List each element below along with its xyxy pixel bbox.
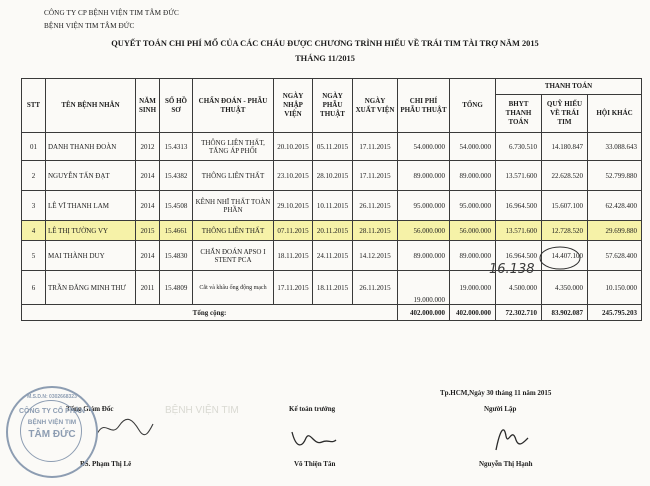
stamp-name: TÂM ĐỨC: [28, 429, 76, 440]
cell-diagnosis: THÔNG LIÊN THẤT, TĂNG ÁP PHỔI: [193, 133, 274, 161]
cell-fund: 14.407.100: [542, 241, 588, 271]
col-surgery: NGÀY PHẪU THUẬT: [313, 79, 353, 133]
cell-admission: 23.10.2015: [274, 161, 313, 191]
cell-stt: 2: [22, 161, 46, 191]
cell-admission: 18.11.2015: [274, 241, 313, 271]
col-discharge: NGÀY XUẤT VIỆN: [353, 79, 398, 133]
cell-discharge: 14.12.2015: [353, 241, 398, 271]
cell-diagnosis: THÔNG LIÊN THẤT: [193, 161, 274, 191]
cell-total: 95.000.000: [450, 191, 496, 221]
col-bhyt: BHYT THANH TOÁN: [496, 95, 542, 133]
cell-surgery: 10.11.2015: [313, 191, 353, 221]
stamp-top: CÔNG TY CỔ PHẦN: [19, 408, 85, 415]
col-payment-group: THANH TOÁN: [496, 79, 642, 95]
cell-year: 2015: [136, 221, 160, 241]
cell-admission: 07.11.2015: [274, 221, 313, 241]
stamp-code: M.S.D.N: 0302668323: [27, 394, 77, 400]
document-subtitle: THÁNG 11/2015: [295, 54, 355, 63]
cell-name: NGUYỄN TẤN ĐẠT: [46, 161, 136, 191]
cell-name: TRẦN ĐĂNG MINH THƯ: [46, 271, 136, 305]
cell-fund: 22.628.520: [542, 161, 588, 191]
company-name: CÔNG TY CP BỆNH VIỆN TIM TÂM ĐỨC: [44, 9, 179, 17]
cell-total: 56.000.000: [450, 221, 496, 241]
stamp-mid: BỆNH VIỆN TIM: [27, 419, 77, 426]
cell-year: 2011: [136, 271, 160, 305]
company-stamp: [6, 386, 98, 478]
cell-stt: 6: [22, 271, 46, 305]
col-birth-year: NĂM SINH: [136, 79, 160, 133]
col-admission: NGÀY NHẬP VIỆN: [274, 79, 313, 133]
handwritten-circle: [537, 244, 583, 276]
cell-diagnosis: Cắt và khâu ống động mạch: [193, 271, 274, 305]
cell-fund: 14.180.847: [542, 133, 588, 161]
cell-record: 15.4508: [160, 191, 193, 221]
table-row: [22, 133, 642, 161]
table-row: [22, 161, 642, 191]
accountant-title: Kế toán trưởng: [289, 405, 336, 413]
preparer-signature: [486, 420, 532, 454]
cell-cost: 89.000.000: [398, 161, 450, 191]
cell-cost: 19.000.000: [398, 271, 450, 305]
cell-other: 57.628.400: [588, 241, 642, 271]
cell-name: LÊ THỊ TƯỜNG VY: [46, 221, 136, 241]
director-name: BS. Phạm Thị Lê: [80, 460, 132, 468]
cell-bhyt: 13.571.600: [496, 221, 542, 241]
cell-discharge: 26.11.2015: [353, 191, 398, 221]
totals-fund: 83.902.087: [542, 305, 588, 321]
cell-discharge: 28.11.2015: [353, 221, 398, 241]
col-stt: STT: [22, 79, 46, 133]
cell-stt: 3: [22, 191, 46, 221]
cell-year: 2012: [136, 133, 160, 161]
cell-stt: 5: [22, 241, 46, 271]
cell-discharge: 26.11.2015: [353, 271, 398, 305]
cell-year: 2014: [136, 241, 160, 271]
cell-surgery: 28.10.2015: [313, 161, 353, 191]
cell-name: MAI THÀNH DUY: [46, 241, 136, 271]
table-row: [22, 191, 642, 221]
cell-total: 89.000.000: [450, 241, 496, 271]
col-fund: QUỸ HIẾU VỀ TRÁI TIM: [542, 95, 588, 133]
totals-cost: 402.000.000: [398, 305, 450, 321]
hospital-name: BỆNH VIỆN TIM TÂM ĐỨC: [44, 22, 135, 30]
totals-label: Tổng cộng:: [22, 305, 398, 321]
cell-record: 15.4382: [160, 161, 193, 191]
cell-stt: 4: [22, 221, 46, 241]
cell-admission: 17.11.2015: [274, 271, 313, 305]
settlement-table: [21, 78, 642, 321]
cell-total: 89.000.000: [450, 161, 496, 191]
document-title: QUYẾT TOÁN CHI PHÍ MỔ CỦA CÁC CHÁU ĐƯỢC CHƯƠNG TRÌNH HIẾU VỀ TRÁI TIM TÀI TRỢ NĂM 2015: [111, 39, 539, 48]
cell-surgery: 18.11.2015: [313, 271, 353, 305]
cell-bhyt: 4.500.000: [496, 271, 542, 305]
preparer-name: Nguyễn Thị Hạnh: [479, 460, 533, 468]
cell-other: 33.088.643: [588, 133, 642, 161]
cell-name: LÊ VĨ THANH LAM: [46, 191, 136, 221]
cell-discharge: 17.11.2015: [353, 133, 398, 161]
handwritten-note: 16.138: [489, 262, 535, 277]
cell-cost: 95.000.000: [398, 191, 450, 221]
accountant-name: Võ Thiện Tân: [294, 460, 336, 468]
cell-bhyt: 6.730.510: [496, 133, 542, 161]
cell-record: 15.4313: [160, 133, 193, 161]
col-other: HỘI KHÁC: [588, 95, 642, 133]
cell-discharge: 17.11.2015: [353, 161, 398, 191]
cell-record: 15.4661: [160, 221, 193, 241]
cell-bhyt: 16.964.500: [496, 191, 542, 221]
cell-fund: 12.728.520: [542, 221, 588, 241]
cell-cost: 56.000.000: [398, 221, 450, 241]
cell-admission: 29.10.2015: [274, 191, 313, 221]
col-record-no: SỐ HỒ SƠ: [160, 79, 193, 133]
cell-other: 62.428.400: [588, 191, 642, 221]
cell-diagnosis: KÊNH NHĨ THẤT TOÀN PHẦN: [193, 191, 274, 221]
cell-record: 15.4830: [160, 241, 193, 271]
cell-admission: 20.10.2015: [274, 133, 313, 161]
totals-total: 402.000.000: [450, 305, 496, 321]
cell-other: 29.699.880: [588, 221, 642, 241]
cell-bhyt: 16.964.500: [496, 241, 542, 271]
director-title: Tổng Giám Đốc: [66, 405, 114, 413]
cell-fund: 15.607.100: [542, 191, 588, 221]
accountant-signature: [288, 424, 338, 452]
preparer-title: Người Lập: [484, 405, 517, 413]
place-date: Tp.HCM,Ngày 30 tháng 11 năm 2015: [440, 389, 552, 397]
cell-diagnosis: CHẨN ĐOÁN APSO I STENT PCA: [193, 241, 274, 271]
cell-surgery: 20.11.2015: [313, 221, 353, 241]
cell-stt: 01: [22, 133, 46, 161]
cell-diagnosis: THÔNG LIÊN THẤT: [193, 221, 274, 241]
col-diagnosis: CHẨN ĐOÁN - PHẪU THUẬT: [193, 79, 274, 133]
cell-fund: 4.350.000: [542, 271, 588, 305]
totals-row: [22, 305, 642, 321]
col-surgery-cost: CHI PHÍ PHẪU THUẬT: [398, 79, 450, 133]
cell-record: 15.4809: [160, 271, 193, 305]
cell-total: 19.000.000: [450, 271, 496, 305]
col-name: TÊN BỆNH NHÂN: [46, 79, 136, 133]
cell-cost: 54.000.000: [398, 133, 450, 161]
totals-bhyt: 72.302.710: [496, 305, 542, 321]
cell-year: 2014: [136, 161, 160, 191]
cell-other: 10.150.000: [588, 271, 642, 305]
cell-name: DANH THANH ĐOÀN: [46, 133, 136, 161]
totals-other: 245.795.203: [588, 305, 642, 321]
cell-year: 2014: [136, 191, 160, 221]
director-signature: [95, 416, 155, 440]
col-total: TỔNG: [450, 79, 496, 133]
cell-total: 54.000.000: [450, 133, 496, 161]
watermark-text: BỆNH VIỆN TIM: [165, 405, 239, 416]
cell-cost: 89.000.000: [398, 241, 450, 271]
cell-other: 52.799.880: [588, 161, 642, 191]
cell-surgery: 24.11.2015: [313, 241, 353, 271]
cell-bhyt: 13.571.600: [496, 161, 542, 191]
table-row: [22, 221, 642, 241]
cell-surgery: 05.11.2015: [313, 133, 353, 161]
